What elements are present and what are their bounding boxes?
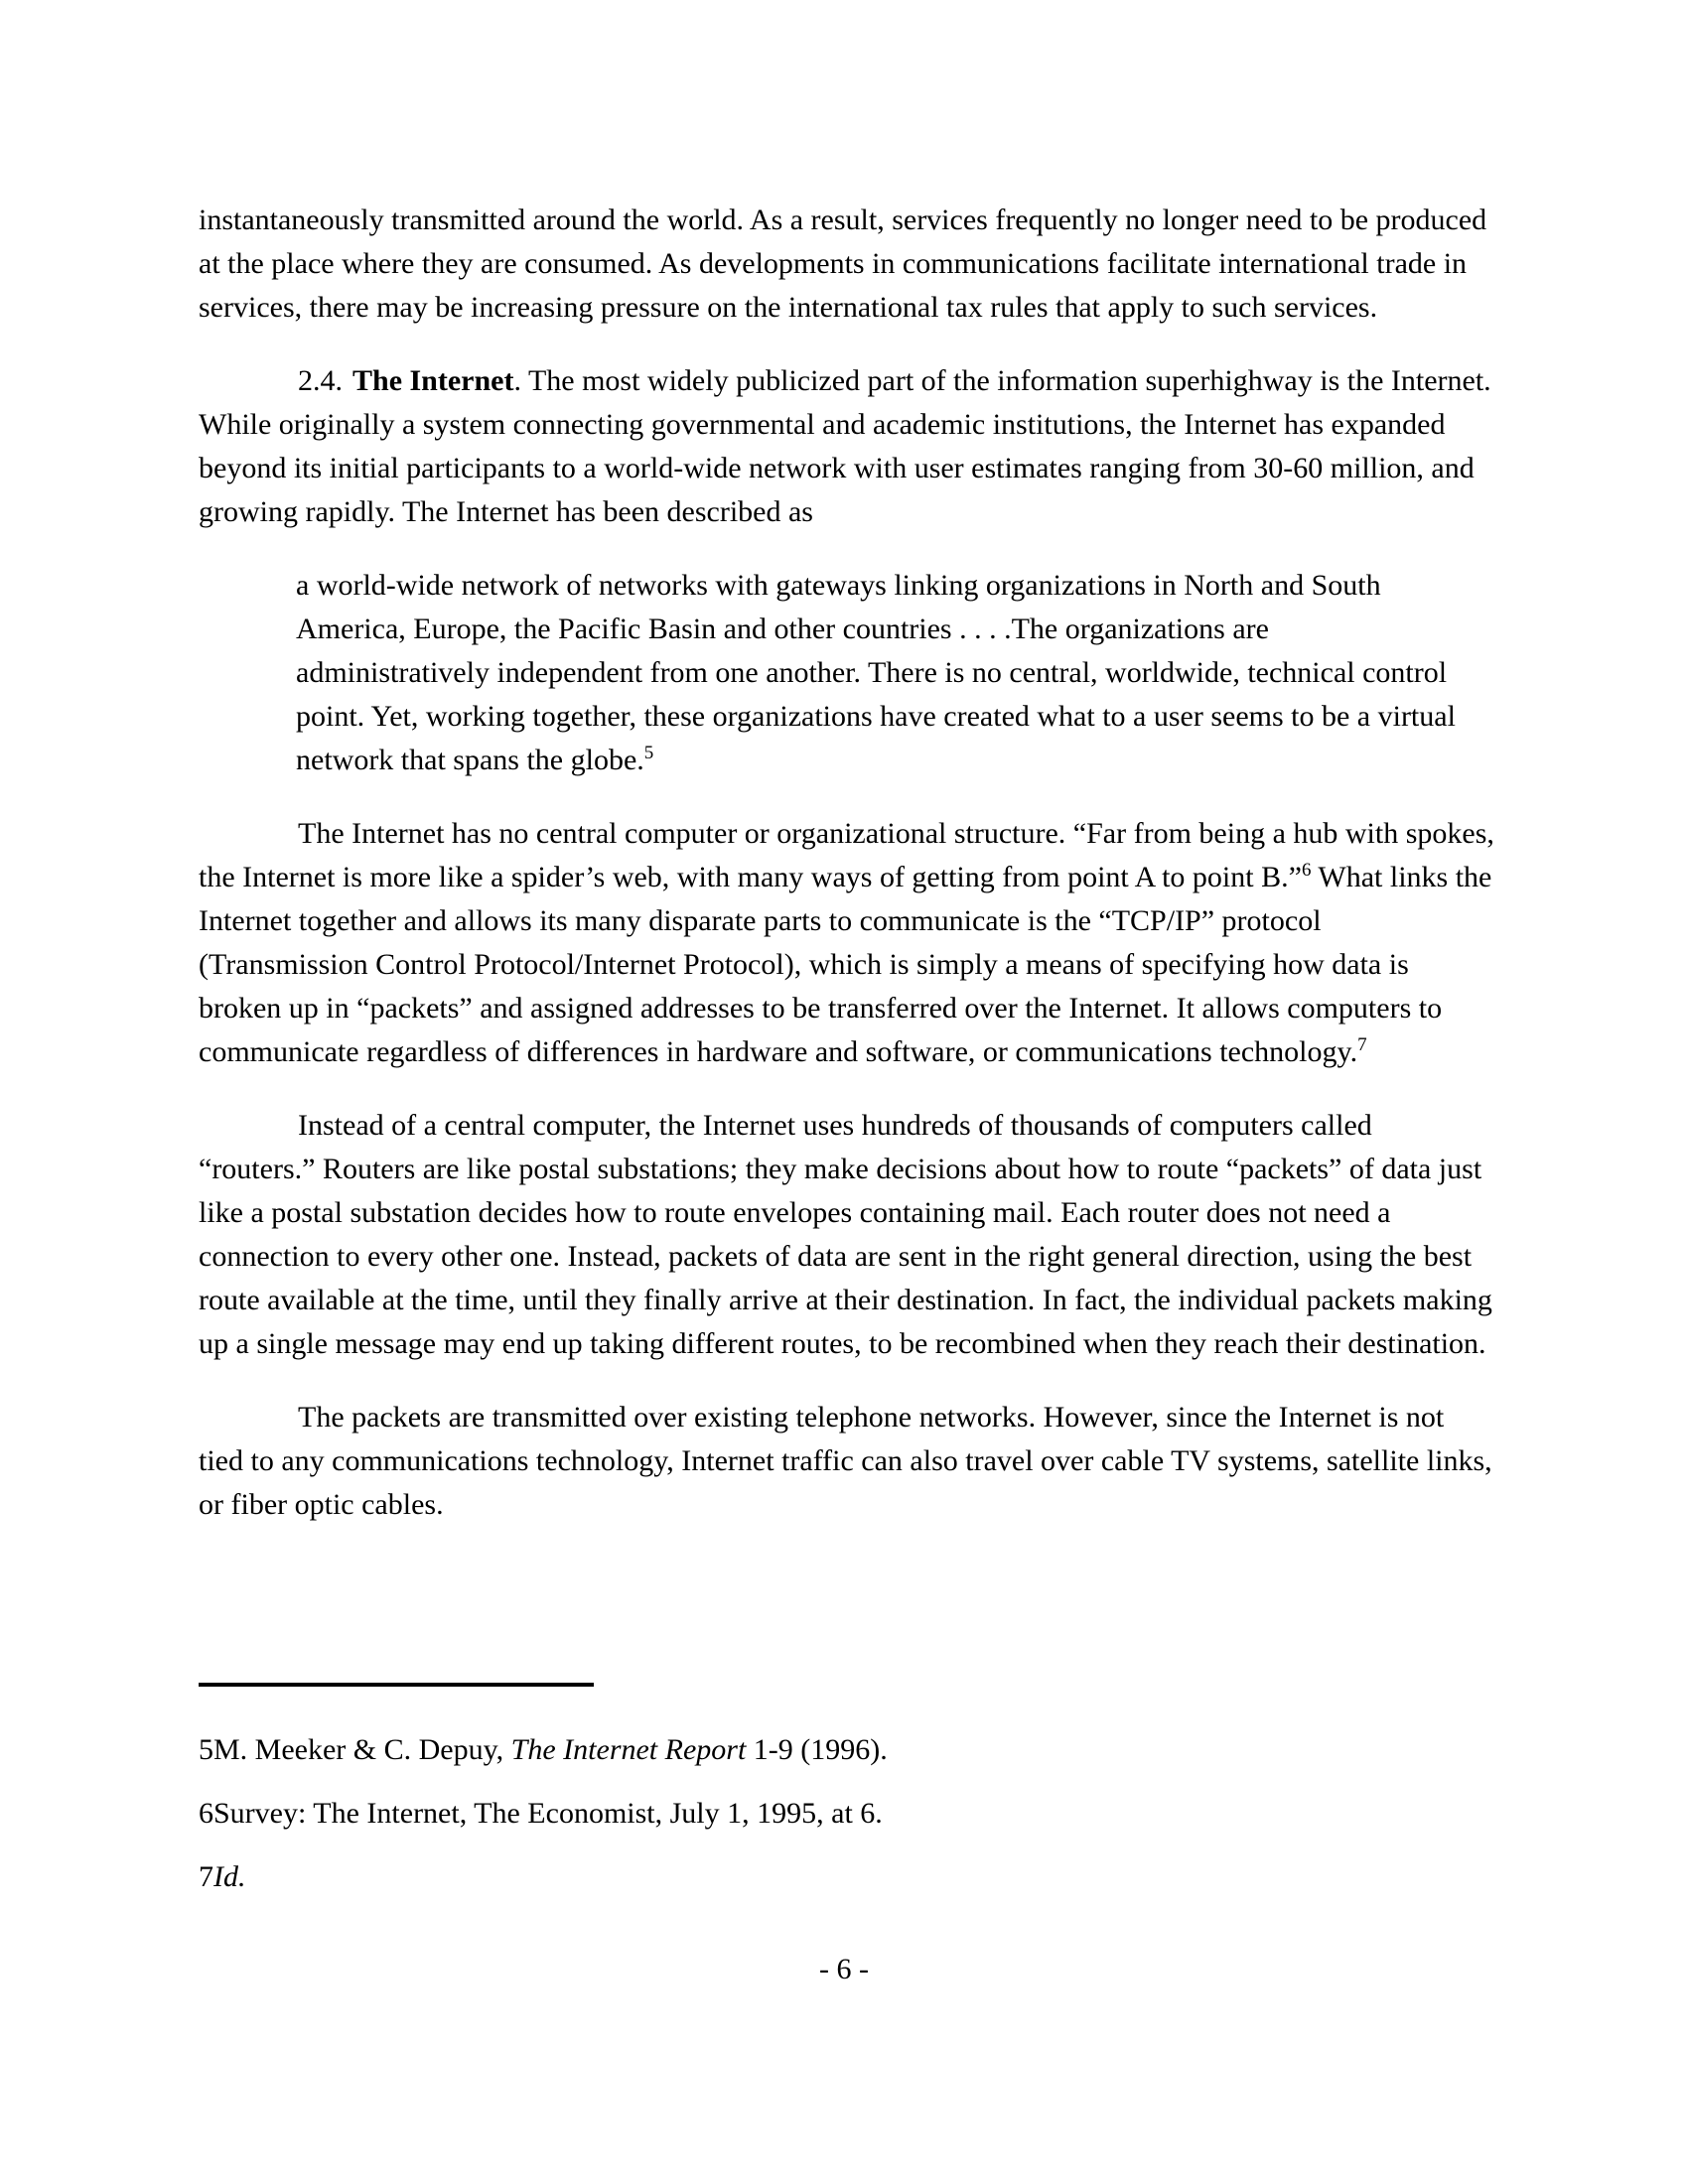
section-title: The Internet xyxy=(352,364,514,397)
footnote-number: 7 xyxy=(199,1860,213,1893)
footnotes-section xyxy=(199,1683,1494,1919)
section-number: 2.4. xyxy=(298,364,343,397)
footnote-ref-6: 6 xyxy=(1301,860,1312,881)
blockquote-internet-description xyxy=(296,564,1463,782)
footnote-separator xyxy=(199,1683,594,1687)
body-paragraph-1: instantaneously transmitted around the world. As a result, services frequently no longer need to be produced at the place where they are consumed. As developments in communications facilitate international trade in services, there may be increasing pressure on the international tax rules that apply to such services. xyxy=(199,204,1487,324)
footnote-text: 1-9 (1996). xyxy=(746,1733,888,1766)
paragraph-internet-structure xyxy=(199,812,1494,1074)
footnote-id-citation: Id. xyxy=(213,1860,246,1893)
main-text-block xyxy=(199,199,1494,1527)
section-2-4-paragraph xyxy=(199,359,1494,534)
footnote-ref-5: 5 xyxy=(643,743,654,763)
blockquote-text: a world-wide network of networks with gateways linking organizations in North and South America, Europe, the Pacific Basin and other countries . . . .The organizations are administratively independent from one another. There is no central, worldwide, technical control point. Yet, working together, these organizations have created what to a user seems to be a virtual network that spans the globe. xyxy=(296,569,1456,776)
paragraph-routers: Instead of a central computer, the Internet uses hundreds of thousands of computers called “routers.” Routers are like postal substations; they make decisions about how to route “packets” of data just like a postal substation decides how to route envelopes containing mail. Each router does not need a connection to every other one. Instead, packets of data are sent in the right general direction, using the best route available at the time, until they finally arrive at their destination. In fact, the individual packets making up a single message may end up taking different routes, to be recombined when they reach their destination. xyxy=(199,1109,1492,1360)
footnote-6: 6Survey: The Internet, The Economist, July 1, 1995, at 6. xyxy=(199,1797,883,1830)
page-number: - 6 - xyxy=(819,1953,869,1985)
footnote-5 xyxy=(199,1728,1494,1772)
footnote-7 xyxy=(199,1855,1494,1899)
paragraph-text: What links the Internet together and allows its many disparate parts to communicate is the “TCP/IP” protocol (Transmission Control Protocol/Internet Protocol), which is simply a means of specifying how data is broken up in “packets” and assigned addresses to be transferred over the Internet. It allows computers to communicate regardless of differences in hardware and software, or communications technology. xyxy=(199,861,1492,1068)
paragraph-packets-transmission: The packets are transmitted over existing telephone networks. However, since the Internet is not tied to any communications technology, Internet traffic can also travel over cable TV systems, satellite links, or fiber optic cables. xyxy=(199,1401,1492,1521)
footnote-citation-title: The Internet Report xyxy=(510,1733,747,1766)
footnote-ref-7: 7 xyxy=(1357,1034,1367,1055)
footnote-text: 5M. Meeker & C. Depuy, xyxy=(199,1733,511,1766)
section-paragraph-text: . The most widely publicized part of the information superhighway is the Internet. While originally a system connecting governmental and academic institutions, the Internet has expanded beyond its initial participants to a world-wide network with user estimates ranging from 30-60 million, and growing rapidly. The Internet has been described as xyxy=(199,364,1491,528)
paragraph-text: The Internet has no central computer or organizational structure. “Far from being a hub with spokes, the Internet is more like a spider’s web, with many ways of getting from point A to point B.” xyxy=(199,817,1494,893)
